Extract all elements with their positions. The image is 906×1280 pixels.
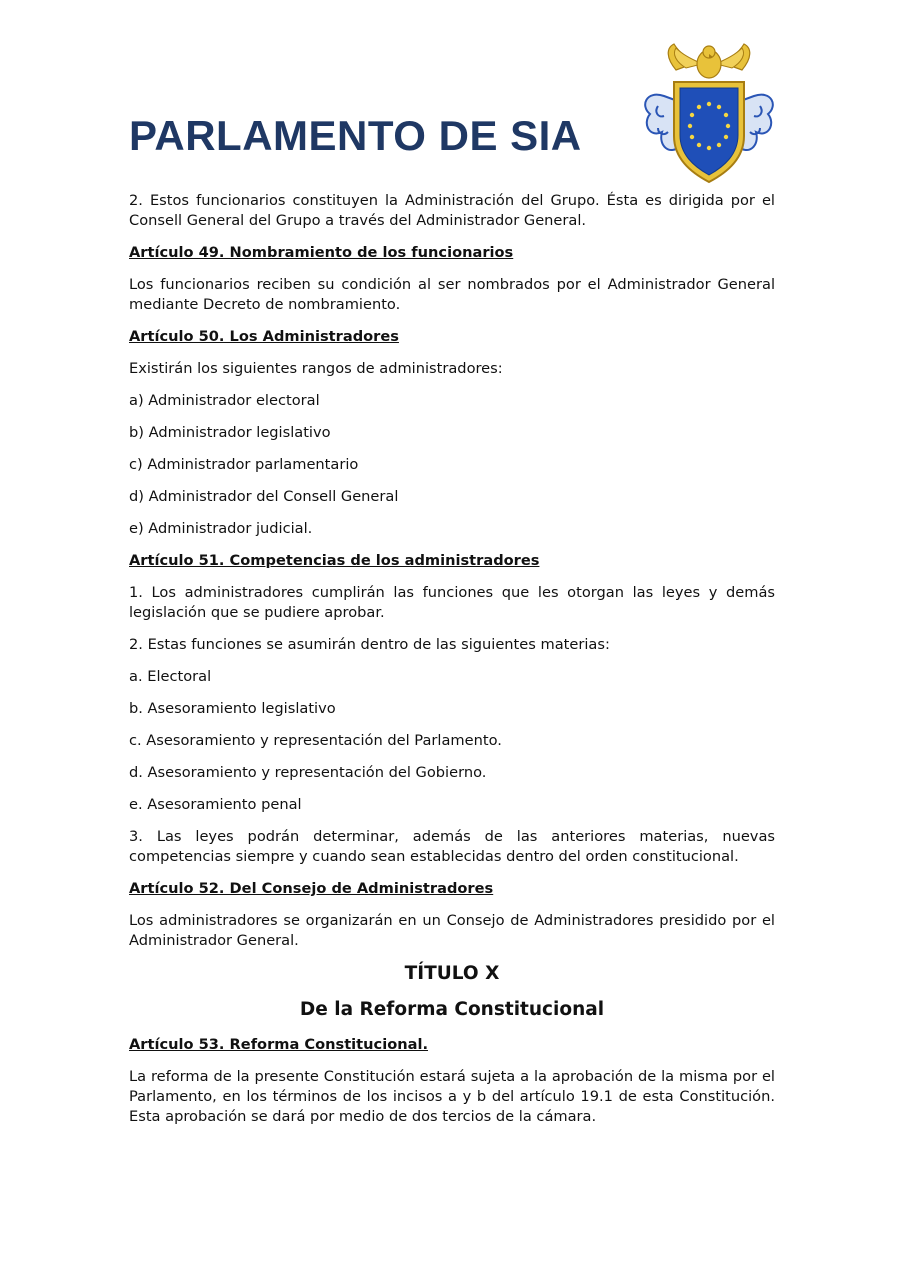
- list-item: a) Administrador electoral: [129, 392, 320, 409]
- list-item: c) Administrador parlamentario: [129, 456, 359, 473]
- article-50-intro: Existirán los siguientes rangos de administradores:: [129, 360, 503, 377]
- title-number: TÍTULO X: [404, 963, 500, 984]
- article-51-paragraph-3: 3. Las leyes podrán determinar, además de las anteriores materias, nuevas competencias siempre y cuando sean establecidas dentro del orden constitucional.: [129, 828, 775, 865]
- article-49-text: Los funcionarios reciben su condición al ser nombrados por el Administrador General mediante Decreto de nombramiento.: [129, 276, 775, 313]
- article-51-heading: Artículo 51. Competencias de los administradores: [129, 552, 540, 569]
- list-item: c. Asesoramiento y representación del Parlamento.: [129, 732, 502, 749]
- article-50-heading: Artículo 50. Los Administradores: [129, 328, 399, 345]
- article-52-text: Los administradores se organizarán en un Consejo de Administradores presidido por el Administrador General.: [129, 912, 775, 949]
- page-title: PARLAMENTO DE SIA: [129, 112, 582, 159]
- list-item: b) Administrador legislativo: [129, 424, 331, 441]
- article-49-heading: Artículo 49. Nombramiento de los funcionarios: [129, 244, 514, 261]
- article-51-paragraph-2: 2. Estas funciones se asumirán dentro de las siguientes materias:: [129, 636, 610, 653]
- article-53-heading: Artículo 53. Reforma Constitucional.: [129, 1036, 429, 1053]
- list-item: b. Asesoramiento legislativo: [129, 700, 336, 717]
- list-item: a. Electoral: [129, 668, 212, 685]
- article-53-text: La reforma de la presente Constitución estará sujeta a la aprobación de la misma por el Parlamento, en los términos de los incisos a y b del artículo 19.1 de esta Constitución. Esta aprobación se dará por medio de dos tercios de la cámara.: [129, 1068, 775, 1125]
- list-item: d) Administrador del Consell General: [129, 488, 399, 505]
- list-item: d. Asesoramiento y representación del Gobierno.: [129, 764, 487, 781]
- paragraph-admin-group: 2. Estos funcionarios constituyen la Administración del Grupo. Ésta es dirigida por el Consell General del Grupo a través del Administrador General.: [129, 192, 775, 229]
- document-body: [129, 191, 775, 1139]
- list-item: e. Asesoramiento penal: [129, 796, 302, 813]
- title-name: De la Reforma Constitucional: [299, 999, 605, 1020]
- list-item: e) Administrador judicial.: [129, 520, 313, 537]
- coat-of-arms-icon: [636, 40, 782, 186]
- article-51-paragraph-1: 1. Los administradores cumplirán las funciones que les otorgan las leyes y demás legislación que se pudiere aprobar.: [129, 584, 775, 621]
- article-52-heading: Artículo 52. Del Consejo de Administradores: [129, 880, 494, 897]
